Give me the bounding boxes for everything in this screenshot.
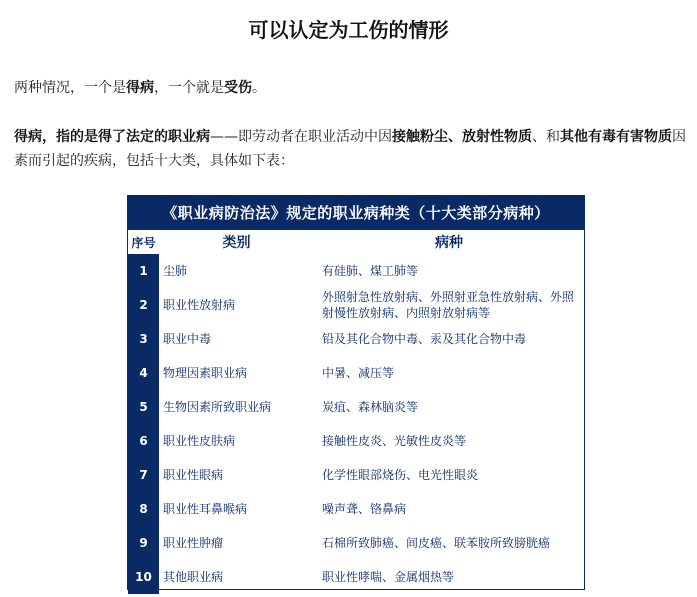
disease-table [128,230,584,594]
row-category: 尘肺 [163,264,188,278]
row-no: 9 [128,526,159,560]
row-no: 2 [128,288,159,322]
row-disease: 噪声聋、铬鼻病 [322,502,407,516]
row-disease: 石棉所致肺癌、间皮癌、联苯胺所致膀胱癌 [322,536,551,550]
row-category: 职业性眼病 [163,468,224,482]
table-row [128,356,584,390]
table-row [128,526,584,560]
row-no: 10 [128,560,159,594]
row-category: 职业性耳鼻喉病 [163,502,248,516]
table-row [128,254,584,288]
row-no: 8 [128,492,159,526]
definition-bold-2: 接触粉尘、放射性物质 [392,129,532,145]
page-title: 可以认定为工伤的情形 [248,18,449,42]
row-disease: 炭疽、森林脑炎等 [322,400,419,414]
intro-text-2: ，一个就是 [154,80,224,96]
row-category: 物理因素职业病 [163,366,248,380]
definition-bold-3: 其他有毒有害物质 [560,129,672,145]
row-no: 5 [128,390,159,424]
row-no: 3 [128,322,159,356]
definition-text-2: 、和 [532,129,560,145]
row-disease: 化学性眼部烧伤、电光性眼炎 [322,468,479,482]
intro-bold-injury: 受伤 [224,80,252,96]
row-category: 职业性皮肤病 [163,434,236,448]
row-category: 职业性肿瘤 [163,536,224,550]
table-row [128,390,584,424]
row-disease: 职业性哮喘、金属烟热等 [322,570,455,584]
intro-text-1: 两种情况，一个是 [14,80,126,96]
table-row [128,458,584,492]
row-no: 4 [128,356,159,390]
table-row [128,288,584,322]
header-disease: 病种 [435,235,463,251]
definition-text-3: 因素而引起的疾病，包括十大类，具体如下表： [14,129,686,169]
row-disease: 外照射急性放射病、外照射亚急性放射病、外照射慢性放射病、内照射放射病等 [322,290,575,320]
occupational-disease-table [127,195,585,590]
row-category: 职业性放射病 [163,298,236,312]
row-disease: 有硅肺、煤工肺等 [322,264,419,278]
row-category: 其他职业病 [163,570,224,584]
intro-paragraph [14,78,684,98]
table-row [128,424,584,458]
row-no: 6 [128,424,159,458]
row-no: 7 [128,458,159,492]
table-row [128,560,584,594]
intro-bold-illness: 得病 [126,80,154,96]
table-row [128,492,584,526]
header-category: 类别 [222,235,251,251]
definition-text-1: ——即劳动者在职业活动中因 [210,129,392,145]
table-caption: 《职业病防治法》规定的职业病种类（十大类部分病种） [128,196,584,230]
row-category: 职业中毒 [163,332,212,346]
table-header-row [128,230,584,254]
row-no: 1 [128,254,159,288]
definition-paragraph [14,125,686,173]
row-category: 生物因素所致职业病 [163,400,272,414]
row-disease: 中暑、减压等 [322,366,395,380]
definition-bold-1: 得病，指的是得了法定的职业病 [14,129,210,145]
row-disease: 铅及其化合物中毒、汞及其化合物中毒 [322,332,527,346]
row-disease: 接触性皮炎、光敏性皮炎等 [322,434,467,448]
header-no: 序号 [128,230,159,254]
intro-text-3: 。 [252,80,266,96]
table-row [128,322,584,356]
